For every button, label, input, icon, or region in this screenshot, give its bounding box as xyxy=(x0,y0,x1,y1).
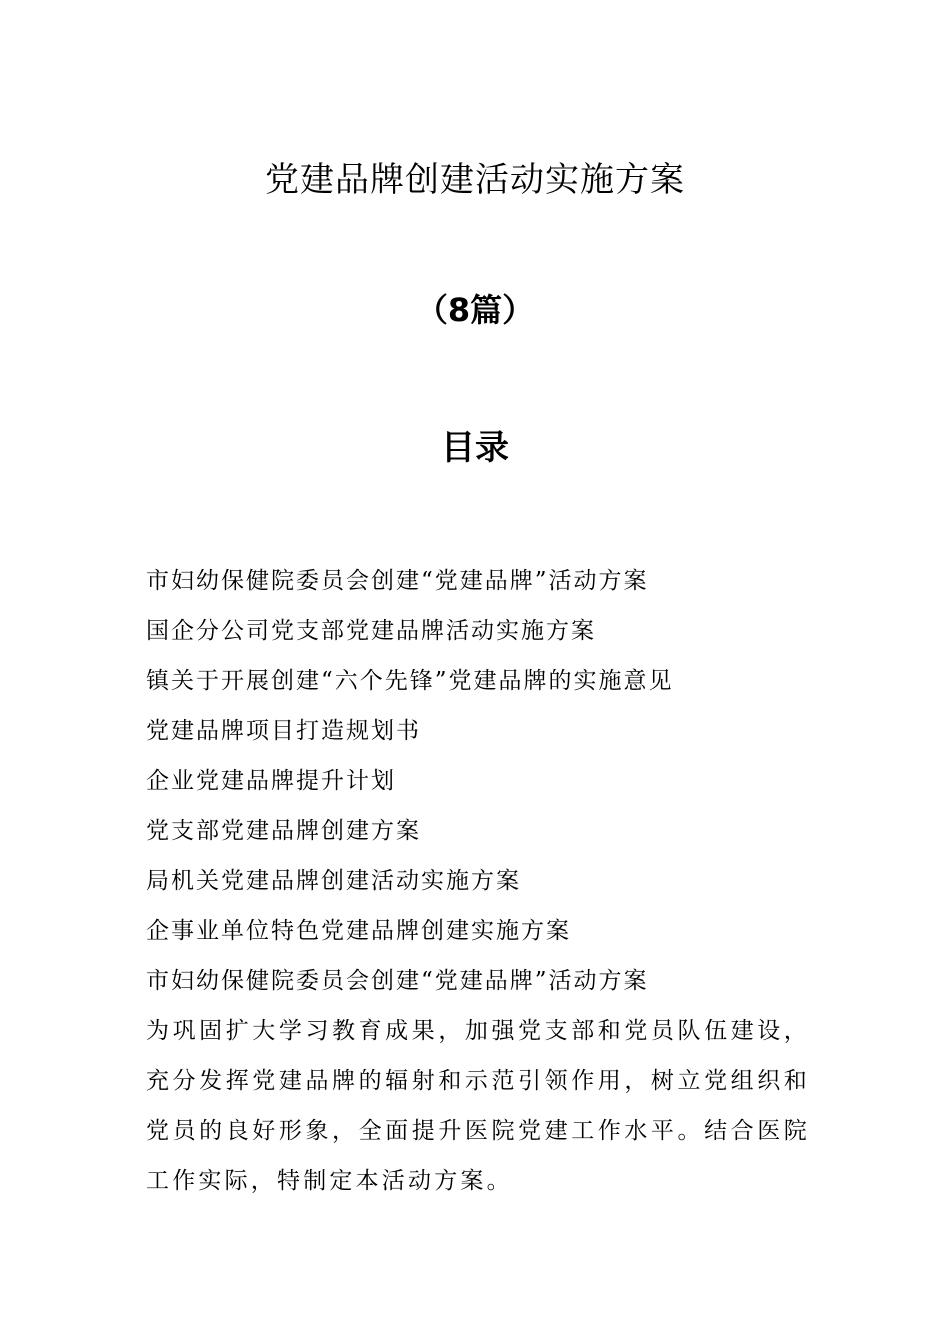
toc-item: 党支部党建品牌创建方案 xyxy=(146,818,421,844)
document-subtitle: （8篇） xyxy=(415,291,535,329)
toc-item: 局机关党建品牌创建活动实施方案 xyxy=(146,868,521,894)
table-of-contents xyxy=(146,556,674,1006)
toc-item: 企事业单位特色党建品牌创建实施方案 xyxy=(146,918,571,944)
document-title: 党建品牌创建活动实施方案 xyxy=(265,160,685,200)
toc-item: 国企分公司党支部党建品牌活动实施方案 xyxy=(146,618,596,644)
toc-item: 党建品牌项目打造规划书 xyxy=(146,718,421,744)
toc-item: 市妇幼保健院委员会创建“党建品牌”活动方案 xyxy=(146,568,649,594)
toc-heading: 目录 xyxy=(441,428,509,468)
section-heading: 市妇幼保健院委员会创建“党建品牌”活动方案 xyxy=(146,968,649,994)
body-paragraph: 为巩固扩大学习教育成果，加强党支部和党员队伍建设，充分发挥党建品牌的辐射和示范引领作用，树立党组织和党员的良好形象，全面提升医院党建工作水平。结合医院工作实际，特制定本活动方案。 xyxy=(146,1018,810,1194)
toc-item: 企业党建品牌提升计划 xyxy=(146,768,396,794)
toc-item: 镇关于开展创建“六个先锋”党建品牌的实施意见 xyxy=(146,668,674,694)
